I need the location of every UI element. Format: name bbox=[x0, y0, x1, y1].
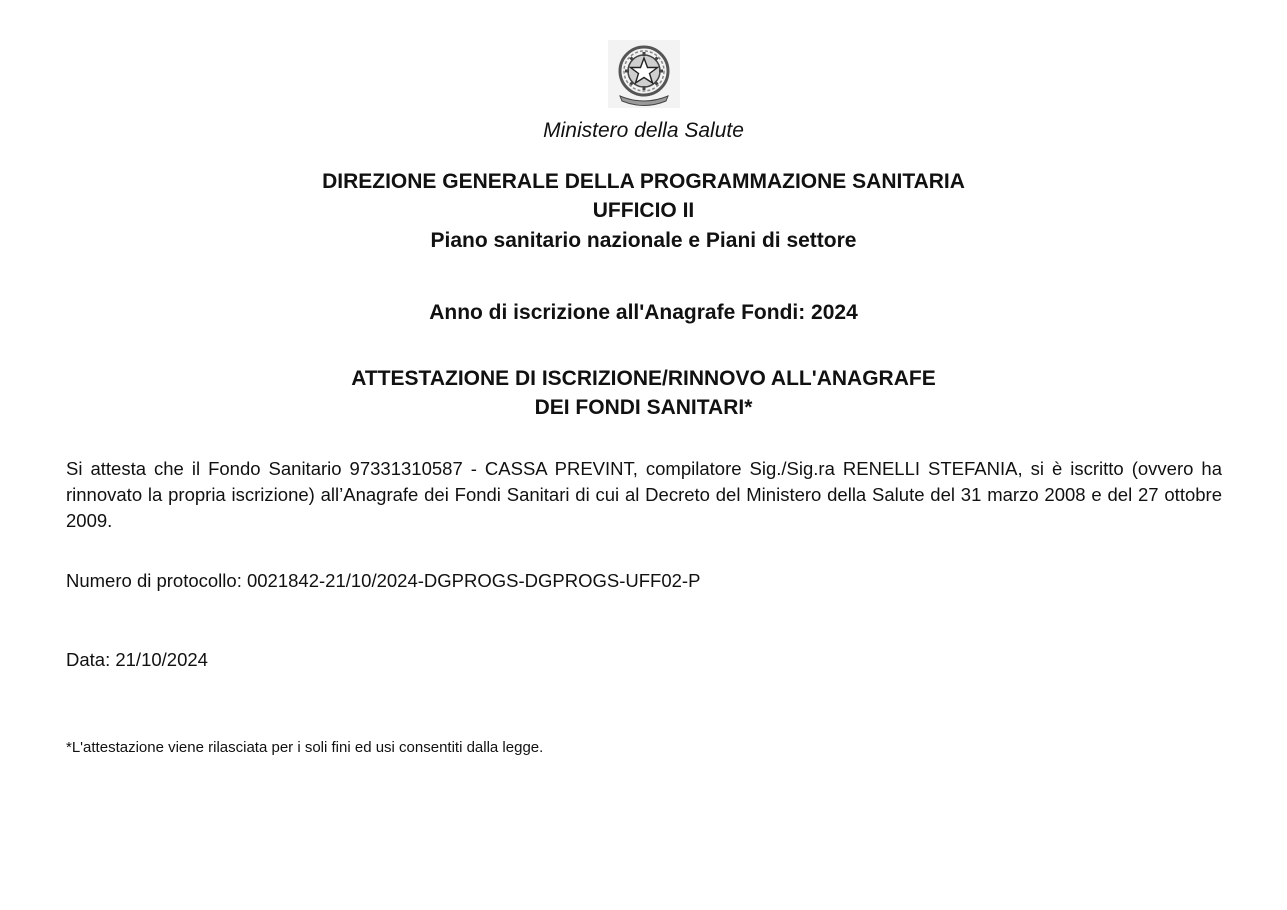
document-date: Data: 21/10/2024 bbox=[66, 649, 208, 670]
ministry-name: Ministero della Salute bbox=[543, 119, 744, 142]
italian-republic-emblem-icon bbox=[608, 40, 680, 108]
attestazione-title-line2: DEI FONDI SANITARI* bbox=[534, 396, 753, 419]
piano-heading: Piano sanitario nazionale e Piani di settore bbox=[430, 229, 857, 252]
ufficio-heading: UFFICIO II bbox=[592, 199, 695, 222]
attestazione-title-line1: ATTESTAZIONE DI ISCRIZIONE/RINNOVO ALL'ANAGRAFE bbox=[351, 367, 936, 390]
attestation-paragraph: Si attesta che il Fondo Sanitario 97331310587 - CASSA PREVINT, compilatore Sig./Sig.ra RENELLI STEFANIA, si è iscritto (ovvero ha rinnovato la propria iscrizione) all’Anagrafe dei Fondi Sanitari di cui al Decreto del Ministero della Salute del 31 marzo 2008 e del 27 ottobre 2009. bbox=[66, 458, 1222, 531]
direzione-heading: DIREZIONE GENERALE DELLA PROGRAMMAZIONE SANITARIA bbox=[322, 170, 965, 193]
anno-iscrizione: Anno di iscrizione all'Anagrafe Fondi: 2024 bbox=[429, 301, 858, 324]
protocol-number: Numero di protocollo: 0021842-21/10/2024-DGPROGS-DGPROGS-UFF02-P bbox=[66, 570, 701, 591]
footnote: *L'attestazione viene rilasciata per i soli fini ed usi consentiti dalla legge. bbox=[66, 739, 544, 756]
